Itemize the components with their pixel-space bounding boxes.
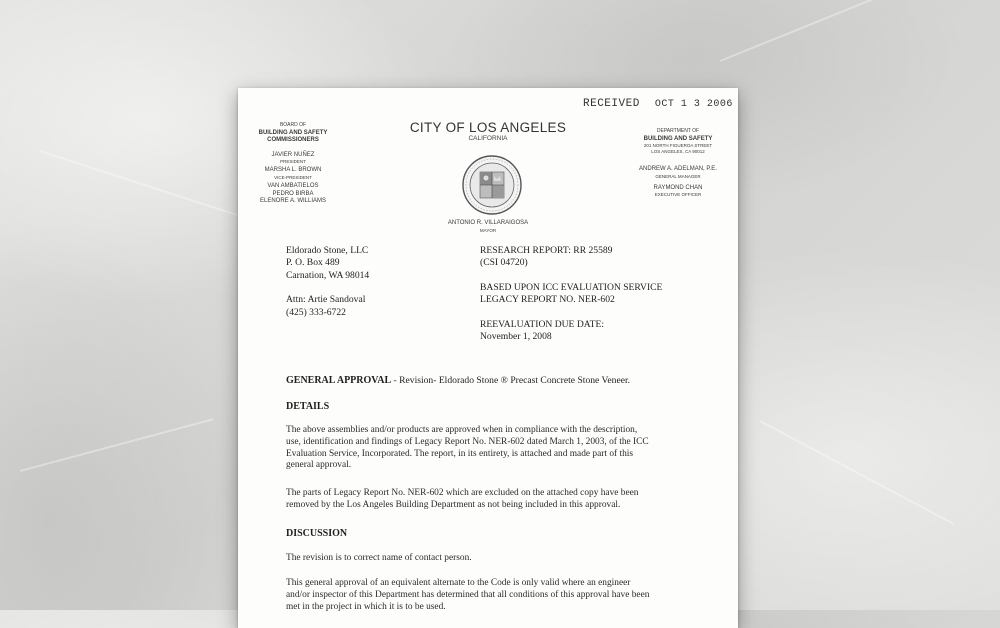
- paragraph-line: Evaluation Service, Incorporated. The report, in its entirety, is attached and made part of this: [286, 448, 634, 459]
- eo-title: EXECUTIVE OFFICER: [654, 192, 702, 198]
- city-title: CITY OF LOS ANGELES: [409, 120, 567, 135]
- board-title: BOARD OF: [279, 122, 307, 128]
- eo-name: RAYMOND CHAN: [653, 184, 703, 191]
- member-name: PEDRO BIRBA: [272, 190, 314, 197]
- board-line-3: COMMISSIONERS: [267, 137, 319, 144]
- member-role: VICE-PRESIDENT: [274, 174, 312, 180]
- dept-address-1: 201 NORTH FIGUEROA STREET: [643, 143, 713, 149]
- city-seal-icon: [461, 154, 523, 216]
- paragraph-line: removed by the Los Angeles Building Department as not being included in this approval.: [286, 499, 621, 510]
- details-heading: DETAILS: [286, 401, 330, 412]
- board-block: [238, 122, 348, 206]
- dept-line-2: BUILDING AND SAFETY: [643, 135, 713, 142]
- addressee-attn: Attn: Artie Sandoval: [286, 294, 366, 306]
- paragraph-line: The above assemblies and/or products are approved when in compliance with the description,: [286, 425, 638, 435]
- dept-address-2: LOS ANGELES, CA 90012: [651, 148, 705, 154]
- member-name: ELENORE A. WILLIAMS: [259, 198, 327, 205]
- paragraph-line: met in the project in which it is to be used.: [286, 601, 446, 612]
- stamp-received-label: RECEIVED: [583, 98, 640, 110]
- report-number: RESEARCH REPORT: RR 25589: [480, 245, 613, 256]
- discussion-heading: DISCUSSION: [286, 528, 348, 539]
- reeval-date: November 1, 2008: [480, 331, 552, 343]
- mayor-name: ANTONIO R. VILLARAIGOSA: [447, 220, 529, 226]
- addressee-po-box: P. O. Box 489: [286, 257, 340, 269]
- addressee-company: Eldorado Stone, LLC: [286, 245, 369, 256]
- paragraph-line: This general approval of an equivalent alternate to the Code is only valid where an engineer: [286, 578, 631, 588]
- details-paragraph-1: [286, 425, 731, 472]
- discussion-paragraph-1: The revision is to correct name of contact person.: [286, 553, 472, 563]
- marble-vein: [720, 0, 943, 62]
- member-role: PRESIDENT: [280, 159, 306, 165]
- received-stamp: [583, 98, 733, 110]
- general-approval-text: - Revision- Eldorado Stone ® Precast Concrete Stone Veneer.: [391, 375, 631, 386]
- dept-line-1: DEPARTMENT OF: [656, 128, 700, 134]
- department-block: [623, 128, 733, 197]
- stamp-date: OCT 1 3 2006: [654, 99, 733, 110]
- member-name: MARSHA L. BROWN: [264, 167, 322, 174]
- report-block: [480, 245, 730, 343]
- discussion-paragraph-2: [286, 578, 731, 613]
- state-label: CALIFORNIA: [468, 135, 508, 142]
- paragraph-line: The parts of Legacy Report No. NER-602 which are excluded on the attached copy have been: [286, 488, 639, 498]
- general-approval-label: GENERAL APPROVAL: [286, 375, 392, 386]
- city-header: [388, 120, 588, 142]
- addressee-block: [286, 245, 486, 319]
- marble-vein: [760, 420, 955, 525]
- document-page: [238, 88, 738, 628]
- paragraph-line: and/or inspector of this Department has determined that all conditions of this approval have been: [286, 589, 650, 600]
- board-line-2: BUILDING AND SAFETY: [258, 129, 328, 136]
- gm-name: ANDREW A. ADELMAN, P.E.: [639, 166, 717, 173]
- reeval-label: REEVALUATION DUE DATE:: [480, 318, 604, 330]
- member-name: VAN AMBATIELOS: [267, 182, 319, 189]
- report-csi: (CSI 04720): [480, 257, 528, 269]
- report-based-line-1: BASED UPON ICC EVALUATION SERVICE: [480, 281, 663, 293]
- mayor-block: [418, 220, 558, 233]
- gm-title: GENERAL MANAGER: [655, 173, 701, 179]
- general-approval-line: [286, 375, 726, 387]
- paragraph-line: general approval.: [286, 460, 352, 471]
- member-name: JAVIER NUÑEZ: [271, 151, 315, 158]
- paragraph-line: use, identification and findings of Legacy Report No. NER-602 dated March 1, 2003, of the ICC: [286, 436, 649, 447]
- report-based-line-2: LEGACY REPORT NO. NER-602: [480, 294, 615, 306]
- addressee-phone: (425) 333-6722: [286, 306, 346, 318]
- addressee-city: Carnation, WA 98014: [286, 269, 370, 281]
- marble-vein: [20, 418, 214, 472]
- mayor-title: MAYOR: [479, 227, 497, 233]
- details-paragraph-2: [286, 488, 731, 512]
